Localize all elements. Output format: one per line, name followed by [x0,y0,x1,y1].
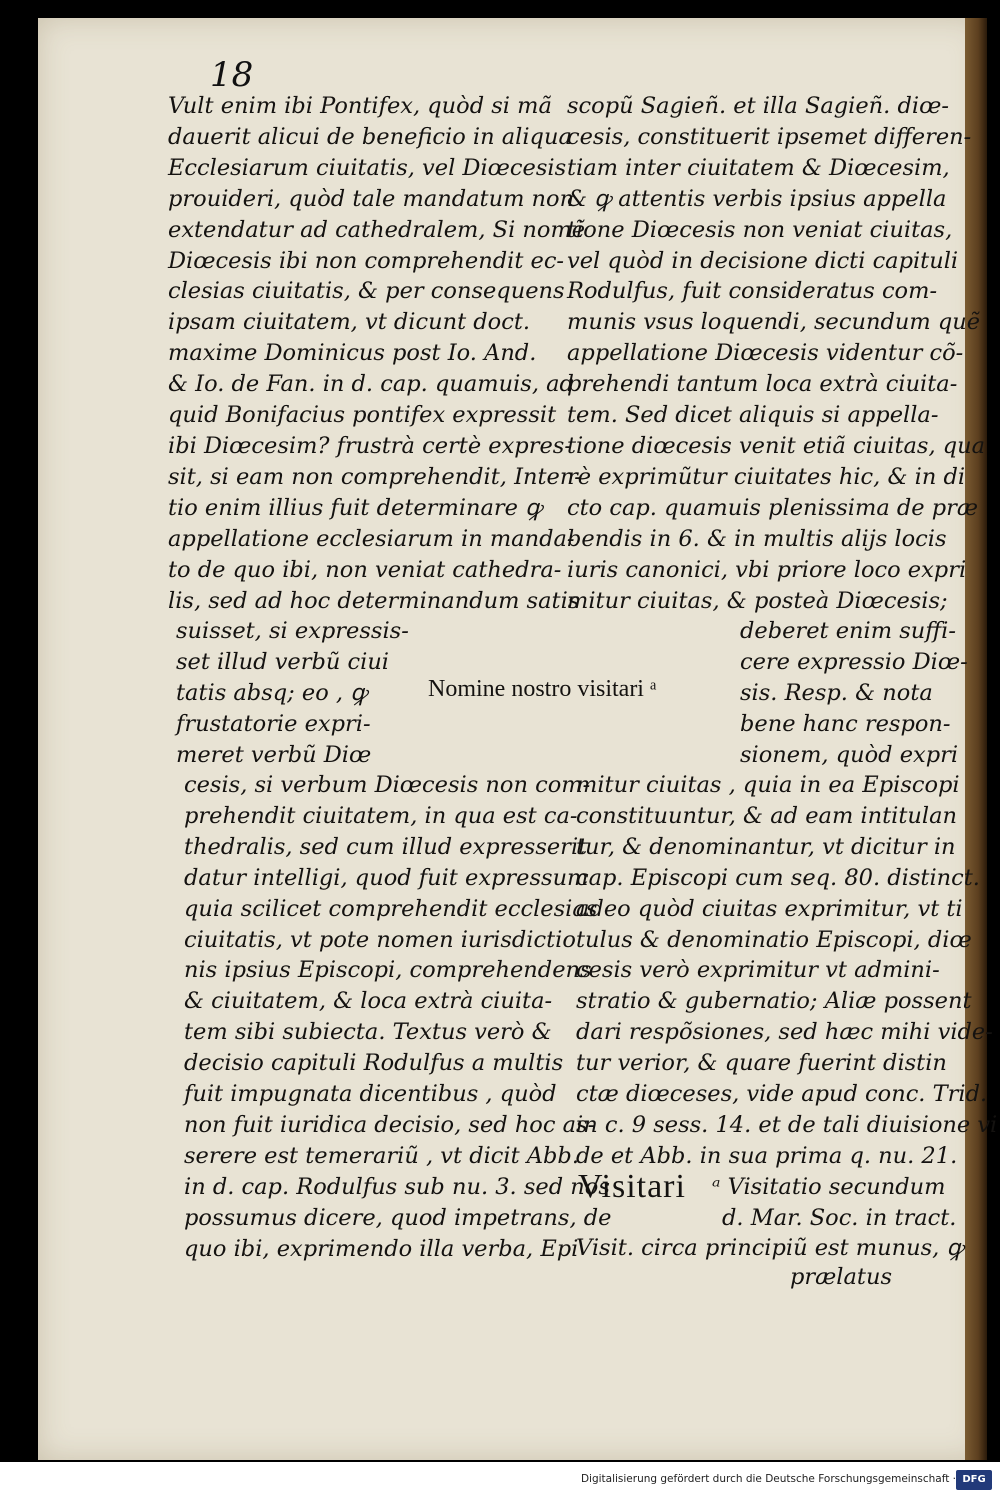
text-line: prehendit ciuitatem, in qua est ca- [184,802,578,829]
text-line: tur verior, & quare fuerint distin [576,1050,947,1077]
text-line: & ciuitatem, & loca extrà ciuita- [184,988,553,1015]
visitari-heading: Visitari [578,1168,686,1205]
text-line: meret verbũ Diœ [176,741,372,768]
text-line: cap. Episcopi cum seq. 80. distinct. [576,864,980,891]
text-line: Diœcesis ibi non comprehendit ec- [168,247,565,274]
text-line: tem sibi subiecta. Textus verò & [184,1019,552,1046]
text-line: appellatione Diœcesis videntur cõ- [567,340,964,367]
right-inset-text [740,616,968,771]
text-line: bendis in 6. & in multis alijs locis [567,525,947,552]
page-number: 18 [210,55,254,95]
text-line: quo ibi, exprimendo illa verba, Epi [184,1235,579,1262]
text-line: in d. cap. Rodulfus sub nu. 3. sed nos [184,1173,610,1200]
right-lower-column [576,770,997,1172]
text-line: clesias ciuitatis, & per consequens [168,278,565,305]
right-column [567,91,985,616]
text-line: nis ipsius Episcopi, comprehendens [184,957,592,984]
text-line: rè exprimũtur ciuitates hic, & in di [567,463,966,490]
text-line: set illud verbũ ciui [176,648,390,675]
text-line: lis, sed ad hoc determinandum satis [168,587,580,614]
text-line: prehendi tantum loca extrà ciuita- [567,371,958,398]
text-line: tem. Sed dicet aliquis si appella- [567,402,939,429]
text-line: ciuitatis, vt pote nomen iurisdictio [184,926,576,953]
text-line: tione Diœcesis non veniat ciuitas, [567,216,953,243]
text-line: Rodulfus, fuit consideratus com- [567,278,938,305]
text-line: decisio capituli Rodulfus a multis [184,1050,564,1077]
text-line: cesis, si verbum Diœcesis non com- [184,772,591,798]
text-line: constituuntur, & ad eam intitulan [576,802,957,829]
text-line: ipsam ciuitatem, vt dicunt doct. [168,309,531,336]
text-line: ctæ diœceses, vide apud conc. Trid. [576,1081,988,1108]
text-line: bene hanc respon- [740,710,951,737]
right-tail-line: Visit. circa principiũ est munus, ꝙ [576,1235,964,1261]
text-line: stratio & gubernatio; Aliæ possent [576,988,972,1015]
text-line: in c. 9 sess. 14. et de tali diuisione vi [576,1111,998,1138]
text-line: frustatorie expri- [176,710,371,737]
text-line: dari respõsiones, sed hæc mihi vide- [576,1019,993,1046]
text-line: quia scilicet comprehendit ecclesias [184,895,598,922]
text-line: prouideri, quòd tale mandatum non [168,185,575,212]
text-line: cto cap. quamuis plenissima de præ [567,494,979,521]
text-line: suisset, si expressis- [176,618,409,644]
text-line: sis. Resp. & nota [740,679,933,706]
text-line: quid Bonifacius pontifex expressit [168,402,557,429]
text-line: de et Abb. in sua prima q. nu. 21. [576,1142,958,1169]
dfg-logo: DFG [956,1470,992,1490]
left-inset-text [176,616,409,771]
text-line: tiam inter ciuitatem & Diœcesim, [567,154,950,181]
text-line: dauerit alicui de beneficio in aliqua [168,123,572,150]
text-line: to de quo ibi, non veniat cathedra- [168,556,562,583]
text-line: Vult enim ibi Pontifex, quòd si mã [168,93,552,119]
text-line: possumus dicere, quod impetrans, de [184,1204,612,1231]
text-line: appellatione ecclesiarum in manda- [168,525,575,552]
text-line: non fuit iuridica decisio, sed hoc as- [184,1111,596,1138]
catchword: prælatus [790,1264,892,1290]
text-line: maxime Dominicus post Io. And. [168,340,537,367]
text-line: tio enim illius fuit determinare ꝙ [168,494,542,521]
footer-bar [0,1462,1000,1498]
visitari-note [712,1172,956,1234]
text-line: ibi Diœcesim? frustrà certè expres- [168,432,572,459]
text-line: sit, si eam non comprehendit, Inten- [168,463,582,490]
text-line: adeo quòd ciuitas exprimitur, vt ti [576,895,963,922]
visitari-note-line: ᵃ Visitatio secundum [712,1174,946,1200]
text-line: tione diœcesis venit etiã ciuitas, qua [567,432,986,459]
text-line: iuris canonici, vbi priore loco expri [567,556,967,583]
text-line: fuit impugnata dicentibus , quòd [184,1081,557,1108]
text-line: sionem, quòd expri [740,741,959,768]
text-line: cere expressio Diœ- [740,648,968,675]
text-line: Ecclesiarum ciuitatis, vel Diœcesis [168,154,567,181]
text-line: tur, & denominantur, vt dicitur in [576,833,956,860]
margin-heading: Nomine nostro visitari ᵃ [428,676,657,702]
text-line: munis vsus loquendi, secundum quẽ [567,309,981,336]
text-line: mitur ciuitas, & posteà Diœcesis; [567,587,948,614]
text-line: mitur ciuitas , quia in ea Episcopi [576,772,960,798]
text-line: scopũ Sagieñ. et illa Sagieñ. diœ- [567,93,949,119]
text-line: cesis verò exprimitur vt admini- [576,957,940,984]
footer-credit: Digitalisierung gefördert durch die Deutsche Forschungsgemeinschaft · [580,1473,956,1485]
text-line: datur intelligi, quod fuit expressum [184,864,589,891]
text-line: tulus & denominatio Episcopi, diœ [576,926,972,953]
text-line: thedralis, sed cum illud expresserit [184,833,588,860]
text-line: deberet enim suffi- [740,618,956,644]
text-line: tatis absq; eo , ꝙ [176,679,368,706]
text-line: & ꝙ attentis verbis ipsius appella [567,185,947,212]
text-line: cesis, constituerit ipsemet differen- [567,123,972,150]
text-line: extendatur ad cathedralem, Si nomẽ [168,216,586,243]
text-line: vel quòd in decisione dicti capituli [567,247,959,274]
left-column [168,91,585,616]
text-line: serere est temerariũ , vt dicit Abb. [184,1142,579,1169]
left-lower-column [184,770,611,1265]
text-line: & Io. de Fan. in d. cap. quamuis, ad [168,371,574,398]
visitari-note-line: d. Mar. Soc. in tract. [722,1204,957,1231]
